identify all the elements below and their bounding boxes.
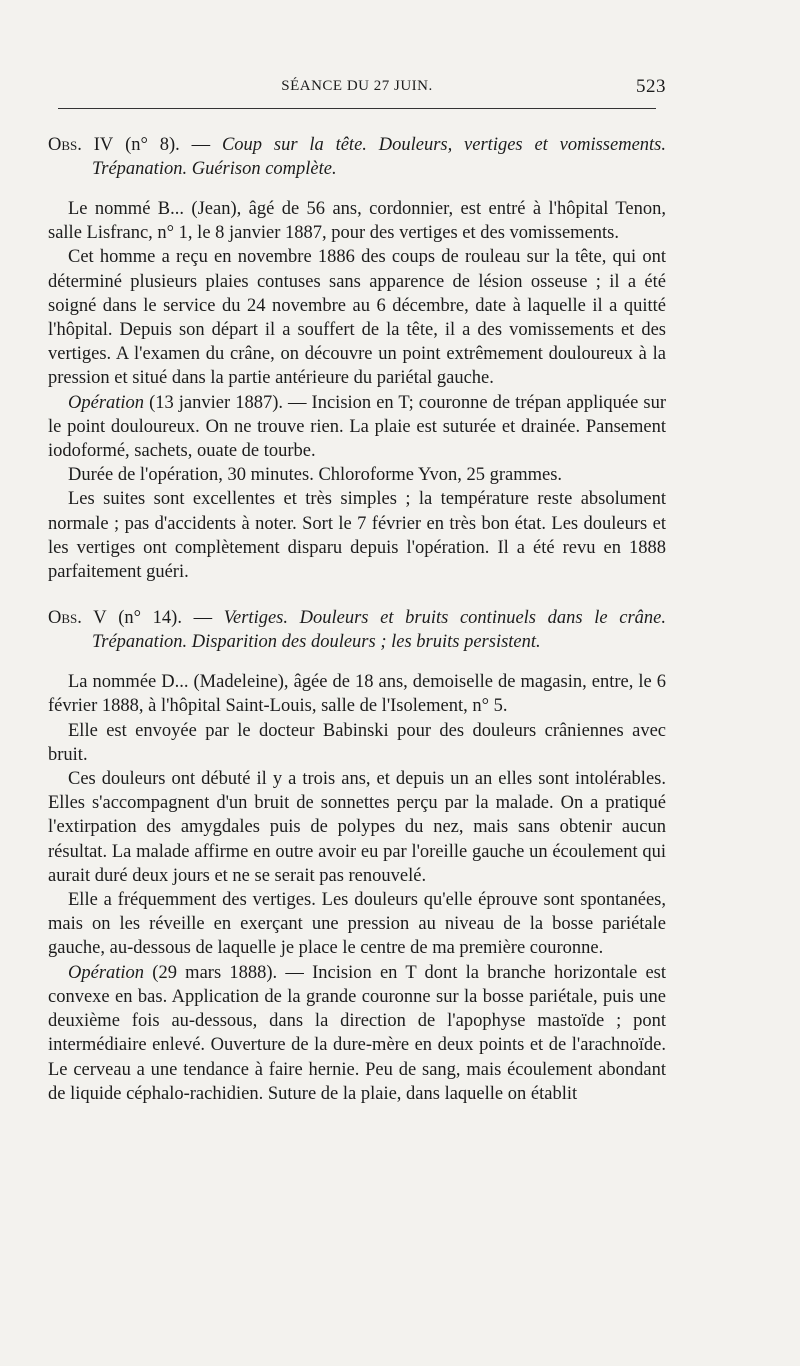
obs-v-paragraph: Elle a fréquemment des vertiges. Les douleurs qu'elle éprouve sont spontanées, mais on les réveille en exerçant une pression au niveau de la bosse pariétale gauche, au-dessous de laquelle je place le centre de ma première couronne.	[48, 890, 666, 959]
obs-v-paragraph: Ces douleurs ont débuté il y a trois ans, et depuis un an elles sont intolérables. Elles s'accompagnent d'un bruit de sonnettes perçu par la malade. On a pratiqué l'extirpation des amygdales puis de polypes du nez, mais sans obtenir aucun résultat. La malade affirme en outre avoir eu par l'oreille gauche un écoulement qui aurait duré deux jours et ne se serait pas renouvelé.	[48, 769, 666, 886]
obs-iv-paragraph: Les suites sont excellentes et très simples ; la température reste absolument normale ; pas d'accidents à noter. Sort le 7 février en très bon état. Les douleurs et les vertiges ont complètement disparu depuis l'opération. Il a été revu en 1888 parfaitement guéri.	[48, 489, 666, 583]
book-page	[48, 72, 666, 1106]
obs-v-title-text: Vertiges. Douleurs et bruits continuels dans le crâne. Trépanation. Disparition des douleurs ; les bruits persistent.	[92, 608, 666, 653]
page-header	[48, 72, 666, 102]
obs-v-title	[48, 606, 666, 654]
running-head: SÉANCE DU 27 JUIN.	[281, 78, 433, 94]
operation-text: (29 mars 1888). — Incision en T dont la branche horizontale est convexe en bas. Application de la grande couronne sur la bosse pariétale, puis une deuxième fois au-dessous, dans la direction de l'apophyse mastoïde ; pont intermédiaire enlevé. Ouverture de la dure-mère en deux points et de l'arachnoïde. Le cerveau a une tendance à faire hernie. Peu de sang, mais écoulement abondant de liquide céphalo-rachidien. Suture de la plaie, dans laquelle on établit	[48, 962, 666, 1104]
obs-iv-title	[48, 133, 666, 181]
obs-iv-operation	[48, 391, 666, 464]
obs-v-number: (n° 14). —	[118, 608, 213, 629]
obs-iv-title-text: Coup sur la tête. Douleurs, vertiges et vomissements. Trépanation. Guérison complète.	[92, 135, 666, 179]
obs-v-paragraph: La nommée D... (Madeleine), âgée de 18 ans, demoiselle de magasin, entre, le 6 février 1888, à l'hôpital Saint-Louis, salle de l'Isolement, n° 5.	[48, 672, 666, 717]
operation-text: (13 janvier 1887). — Incision en T; couronne de trépan appliquée sur le point douloureux. On ne trouve rien. La plaie est suturée et drainée. Pansement iodoformé, sachets, ouate de tourbe.	[48, 392, 666, 462]
obs-v-paragraph: Elle est envoyée par le docteur Babinski pour des douleurs crâniennes avec bruit.	[48, 720, 666, 765]
obs-iv-paragraph: Cet homme a reçu en novembre 1886 des coups de rouleau sur la tête, qui ont déterminé plusieurs plaies contuses sans apparence de lésion osseuse ; il a été soigné dans le service du 24 novembre au 6 décembre, date à laquelle il a quitté l'hôpital. Depuis son départ il a souffert de la tête, il a des vomissements et des vertiges. A l'examen du crâne, on découvre un point extrêmement douloureux à la pression et situé dans la partie antérieure du pariétal gauche.	[48, 247, 666, 389]
obs-iv-number: (n° 8). —	[125, 135, 211, 155]
obs-iv-paragraph: Le nommé B... (Jean), âgé de 56 ans, cordonnier, est entré à l'hôpital Tenon, salle Lisfranc, n° 1, le 8 janvier 1887, pour des vertiges et des vomissements.	[48, 199, 666, 244]
obs-iv-label: Obs. IV	[48, 135, 114, 155]
page-number: 523	[636, 76, 666, 97]
operation-label: Opération	[68, 392, 145, 413]
obs-v-label: Obs. V	[48, 608, 107, 629]
obs-iv-paragraph: Durée de l'opération, 30 minutes. Chloroforme Yvon, 25 grammes.	[68, 465, 563, 486]
obs-v-operation	[48, 961, 666, 1106]
operation-label: Opération	[68, 962, 145, 983]
